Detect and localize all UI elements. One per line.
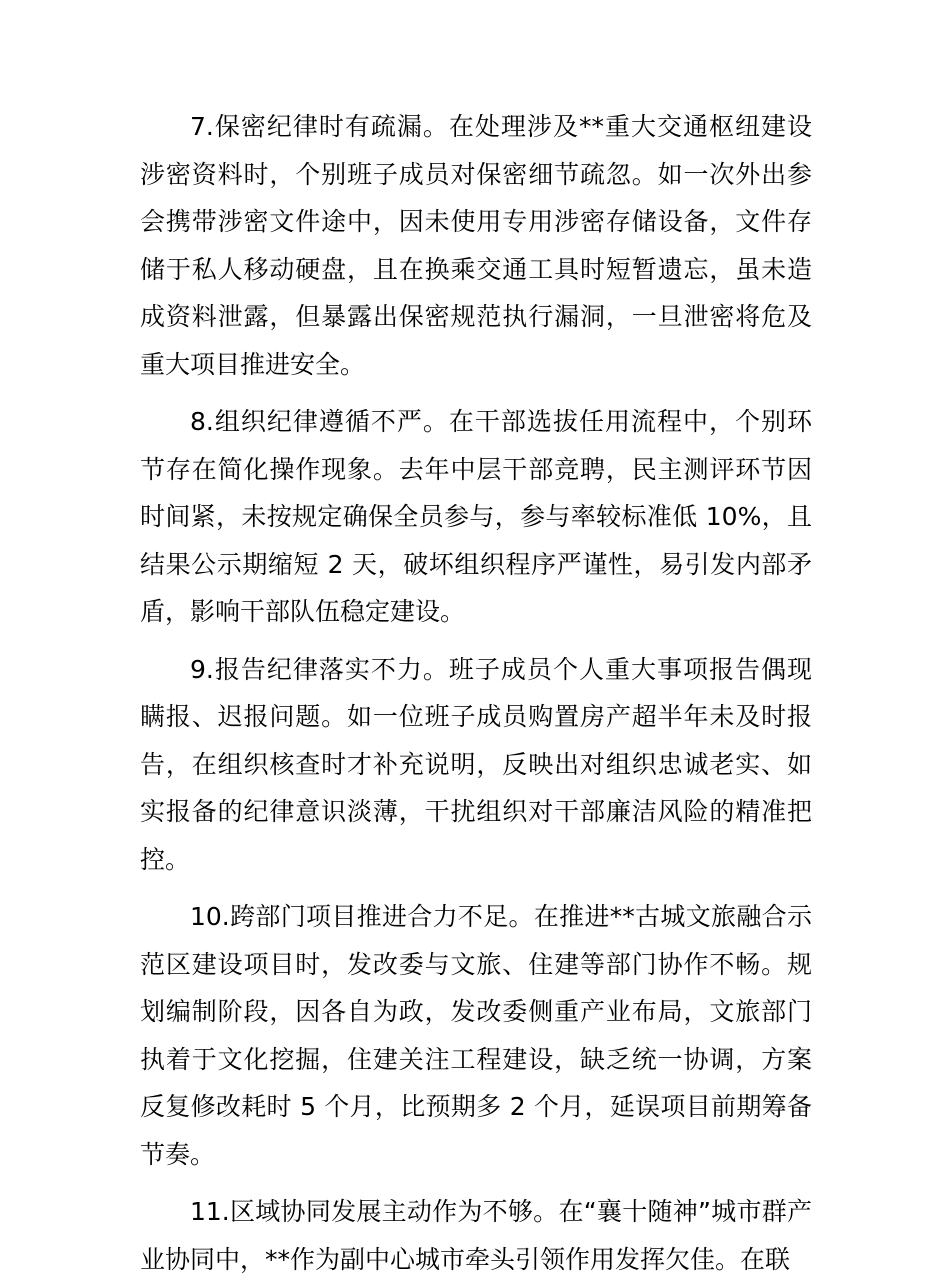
paragraph-10-cross-department: 10.跨部门项目推进合力不足。在推进**古城文旅融合示范区建设项目时，发改委与文旅、住建等部门协作不畅。规划编制阶段，因各自为政，发改委侧重产业布局，文旅部门执着于文化挖掘，住建关注工程建设，缺乏统一协调，方案反复修改耗时 5 个月，比预期多 2 个月，延误项目前期筹备节奏。 bbox=[140, 902, 812, 1169]
document-body bbox=[140, 103, 812, 1283]
paragraph-11-regional-coordination: 11.区域协同发展主动作为不够。在“襄十随神”城市群产业协同中，**作为副中心城市牵头引领作用发挥欠佳。在联 bbox=[140, 1197, 812, 1274]
paragraph-7-confidentiality: 7.保密纪律时有疏漏。在处理涉及**重大交通枢纽建设涉密资料时，个别班子成员对保密细节疏忽。如一次外出参会携带涉密文件途中，因未使用专用涉密存储设备，文件存储于私人移动硬盘，且在换乘交通工具时短暂遗忘，虽未造成资料泄露，但暴露出保密规范执行漏洞，一旦泄密将危及重大项目推进安全。 bbox=[140, 112, 812, 379]
paragraph-8-organization: 8.组织纪律遵循不严。在干部选拔任用流程中，个别环节存在简化操作现象。去年中层干部竞聘，民主测评环节因时间紧，未按规定确保全员参与，参与率较标准低 10%，且结果公示期缩短 2 天，破坏组织程序严谨性，易引发内部矛盾，影响干部队伍稳定建设。 bbox=[140, 407, 812, 626]
paragraph-9-reporting: 9.报告纪律落实不力。班子成员个人重大事项报告偶现瞒报、迟报问题。如一位班子成员购置房产超半年未及时报告，在组织核查时才补充说明，反映出对组织忠诚老实、如实报备的纪律意识淡薄，干扰组织对干部廉洁风险的精准把控。 bbox=[140, 654, 812, 874]
